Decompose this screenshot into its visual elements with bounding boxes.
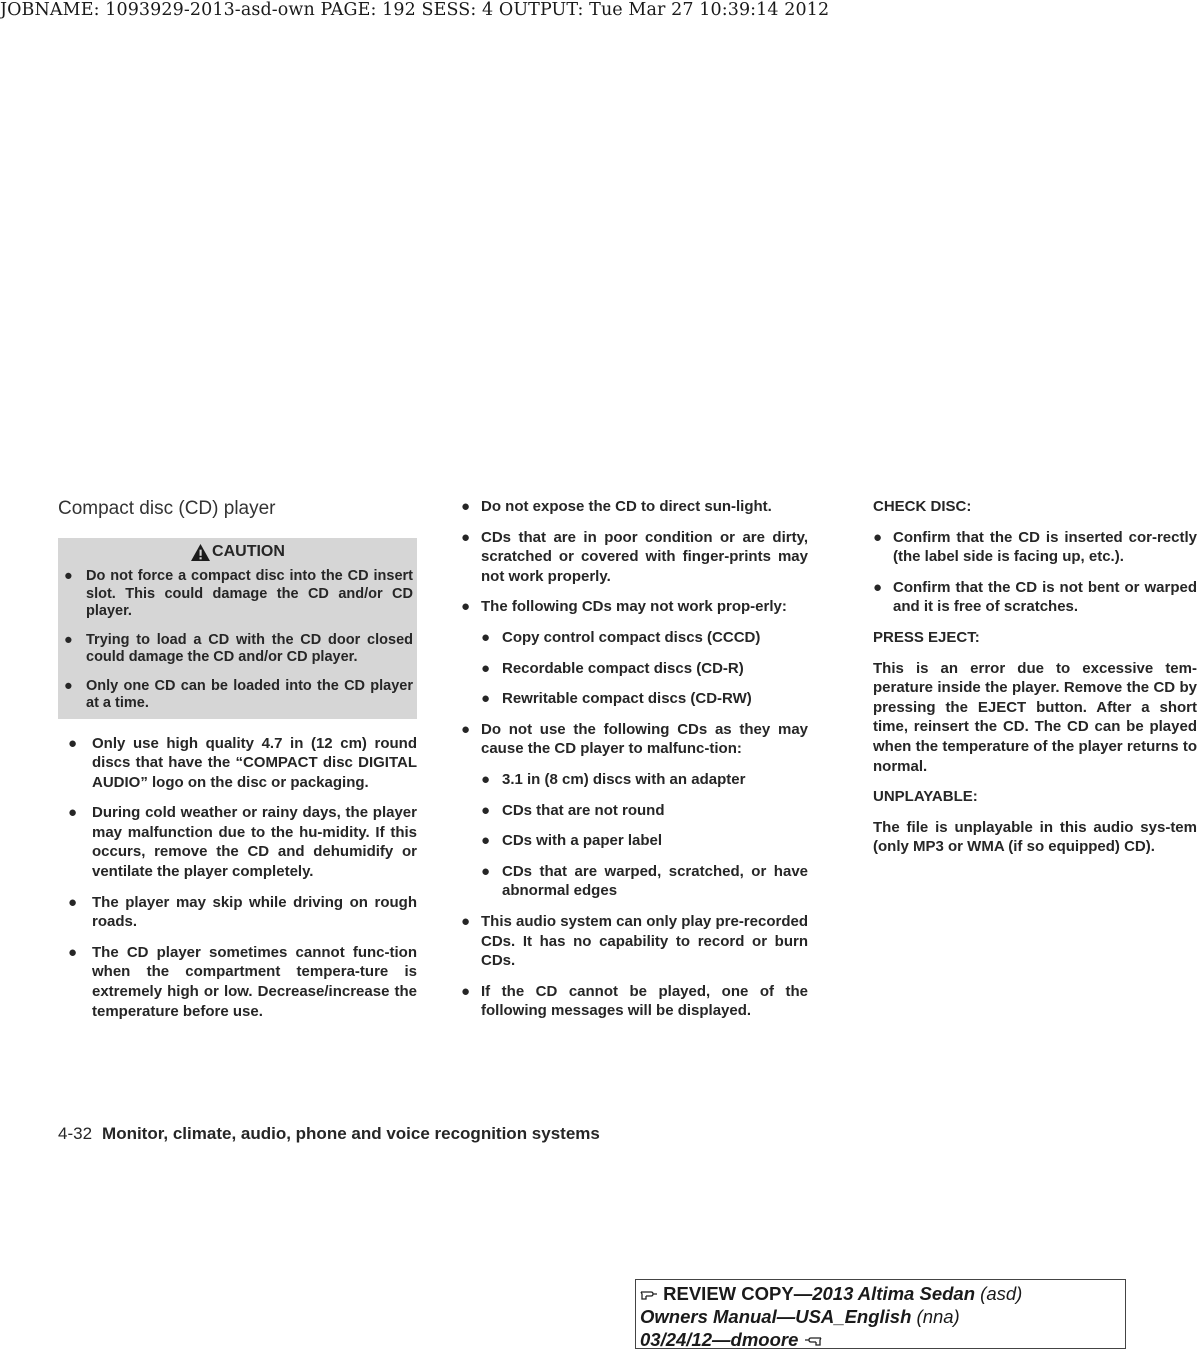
bullet-icon: ● xyxy=(873,578,883,596)
bullet-icon: ● xyxy=(68,734,78,752)
bullet-icon: ● xyxy=(461,912,471,930)
bullet-icon: ● xyxy=(461,498,471,515)
bullet-icon: ● xyxy=(461,720,471,738)
bullet-icon: ● xyxy=(64,568,73,584)
caution-header xyxy=(62,542,413,562)
unplayable-text: The file is unplayable in this audio sys-tem (only MP3 or WMA (if so equipped) CD). xyxy=(873,818,1197,856)
pointing-hand-icon xyxy=(640,1287,658,1301)
bullet-icon: ● xyxy=(64,677,73,694)
list-item: ● Do not use the following CDs as they may cause the CD player to malfunc-tion: xyxy=(461,720,808,758)
column-3 xyxy=(873,497,1197,868)
pointing-hand-left-icon xyxy=(804,1333,822,1347)
sub-list-item: ● 3.1 in (8 cm) discs with an adapter xyxy=(481,770,746,788)
page-number: 4-32 xyxy=(58,1124,93,1143)
chapter-title: Monitor, climate, audio, phone and voice recognition systems xyxy=(102,1124,600,1143)
list-item: ● If the CD cannot be played, one of the following messages will be displayed. xyxy=(461,982,808,1020)
review-copy-box xyxy=(635,1279,1126,1349)
list-item: ● CDs that are in poor condition or are dirty, scratched or covered with finger-prints may not work properly. xyxy=(461,528,808,585)
list-item: ● The following CDs may not work prop-erly: xyxy=(461,598,787,616)
bullet-icon: ● xyxy=(481,659,491,677)
review-line-1: REVIEW COPY—2013 Altima Sedan (asd) xyxy=(640,1282,1125,1305)
section-title: Compact disc (CD) player xyxy=(58,498,276,519)
caution-item: ● Only one CD can be loaded into the CD player at a time. xyxy=(64,677,413,711)
page-footer xyxy=(58,1124,600,1144)
list-item: ● The CD player sometimes cannot func-tion when the compartment tempera-ture is extremely high or low. Decrease/increase the temperature before use. xyxy=(68,943,417,1020)
bullet-icon: ● xyxy=(64,631,73,648)
bullet-icon: ● xyxy=(481,801,491,819)
bullet-icon: ● xyxy=(68,943,78,961)
review-line-2: Owners Manual—USA_English (nna) xyxy=(640,1306,960,1327)
check-disc-heading: CHECK DISC: xyxy=(873,498,972,515)
bullet-icon: ● xyxy=(461,598,471,616)
caution-item: ● Do not force a compact disc into the CD insert slot. This could damage the CD and/or CD player. xyxy=(64,568,413,619)
sub-list-item: ● Recordable compact discs (CD-R) xyxy=(481,659,744,677)
press-eject-text: This is an error due to excessive tem-perature inside the player. Remove the CD by pressing the EJECT button. After a short time, reinsert the CD. The CD can be played when the temperature of the player returns to normal. xyxy=(873,659,1197,775)
bullet-icon: ● xyxy=(461,982,471,1000)
sub-list-item: ● CDs that are warped, scratched, or have abnormal edges xyxy=(481,862,808,900)
list-item: ● Confirm that the CD is inserted cor-rectly (the label side is facing up, etc.). xyxy=(873,528,1197,566)
list-item: ● Only use high quality 4.7 in (12 cm) round discs that have the “COMPACT disc DIGITAL AUDIO” logo on the disc or packaging. xyxy=(68,734,417,791)
list-item: ● The player may skip while driving on rough roads. xyxy=(68,893,417,931)
bullet-icon: ● xyxy=(481,628,491,646)
sub-list-item: ● CDs that are not round xyxy=(481,801,665,819)
caution-label: CAUTION xyxy=(212,543,285,561)
sub-list-item: ● Rewritable compact discs (CD-RW) xyxy=(481,690,752,708)
bullet-icon: ● xyxy=(68,804,78,822)
bullet-icon: ● xyxy=(873,528,883,546)
caution-item: ● Trying to load a CD with the CD door closed could damage the CD and/or CD player. xyxy=(64,631,413,665)
column-2 xyxy=(461,497,808,1032)
sub-list-item: ● Copy control compact discs (CCCD) xyxy=(481,628,761,646)
job-header-line: JOBNAME: 1093929-2013-asd-own PAGE: 192 SESS: 4 OUTPUT: Tue Mar 27 10:39:14 2012 xyxy=(0,0,830,20)
warning-triangle-icon xyxy=(190,543,211,562)
list-item: ● Do not expose the CD to direct sun-light. xyxy=(461,498,772,515)
review-line-3: 03/24/12—dmoore xyxy=(640,1328,1125,1351)
list-item: ● This audio system can only play pre-recorded CDs. It has no capability to record or burn CDs. xyxy=(461,912,808,970)
press-eject-heading: PRESS EJECT: xyxy=(873,628,980,646)
unplayable-heading: UNPLAYABLE: xyxy=(873,788,978,806)
bullet-icon: ● xyxy=(68,893,78,911)
bullet-icon: ● xyxy=(481,690,491,708)
list-item: ● Confirm that the CD is not bent or warped and it is free of scratches. xyxy=(873,578,1197,616)
bullet-icon: ● xyxy=(461,528,471,546)
bullet-icon: ● xyxy=(481,770,491,788)
sub-list-item: ● CDs with a paper label xyxy=(481,832,663,850)
bullet-icon: ● xyxy=(481,862,491,880)
bullet-icon: ● xyxy=(481,832,491,850)
caution-box xyxy=(58,538,417,719)
column-1 xyxy=(58,497,417,1032)
list-item: ● During cold weather or rainy days, the player may malfunction due to the hu-midity. If this occurs, remove the CD and dehumidify or ventilate the player completely. xyxy=(68,804,417,881)
